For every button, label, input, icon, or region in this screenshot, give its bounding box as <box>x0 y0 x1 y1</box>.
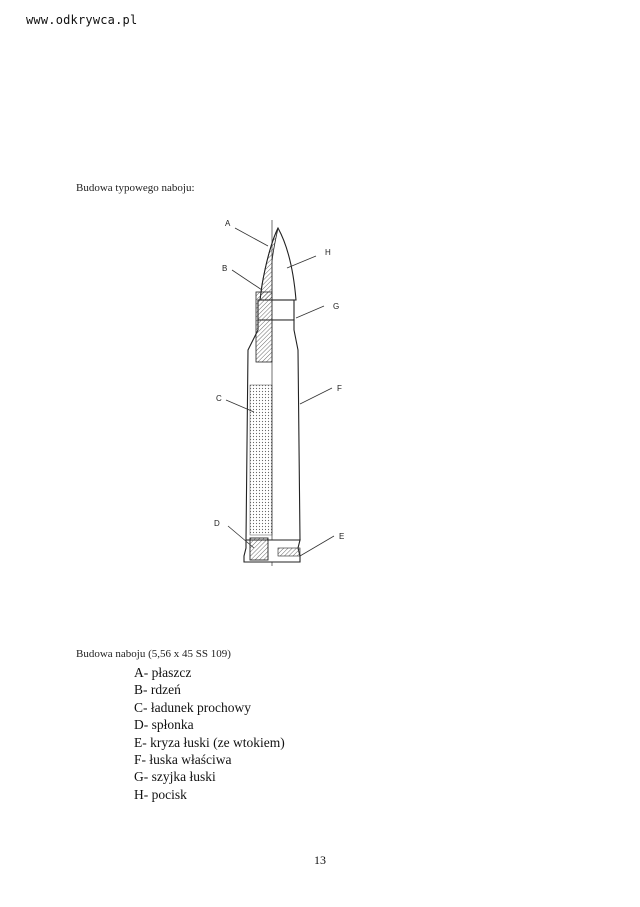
powder-charge <box>250 385 272 535</box>
diagram-label-g: G <box>333 302 340 311</box>
primer <box>250 538 268 560</box>
watermark: www.odkrywca.pl <box>26 13 138 27</box>
diagram-label-e: E <box>339 532 345 541</box>
diagram-label-b: B <box>222 264 228 273</box>
parts-list <box>134 664 285 803</box>
core-section <box>256 292 272 362</box>
list-item: G- szyjka łuski <box>134 769 216 785</box>
list-item: H- pocisk <box>134 786 187 802</box>
list-item: F- łuska właściwa <box>134 752 232 768</box>
diagram-label-d: D <box>214 519 220 528</box>
diagram-label-a: A <box>225 219 231 228</box>
diagram-label-c: C <box>216 394 222 403</box>
list-item: E- kryza łuski (ze wtokiem) <box>134 734 285 750</box>
list-item: D- spłonka <box>134 717 194 733</box>
page-number: 13 <box>314 853 326 867</box>
list-item: C- ładunek prochowy <box>134 699 251 715</box>
extractor-groove <box>278 548 300 556</box>
list-item: A- płaszcz <box>134 665 192 680</box>
cartridge-caption: Budowa naboju (5,56 x 45 SS 109) <box>76 648 231 660</box>
list-item: B- rdzeń <box>134 682 181 698</box>
diagram-label-h: H <box>325 248 331 257</box>
diagram-label-f: F <box>337 384 342 393</box>
section-title: Budowa typowego naboju: <box>76 182 195 194</box>
